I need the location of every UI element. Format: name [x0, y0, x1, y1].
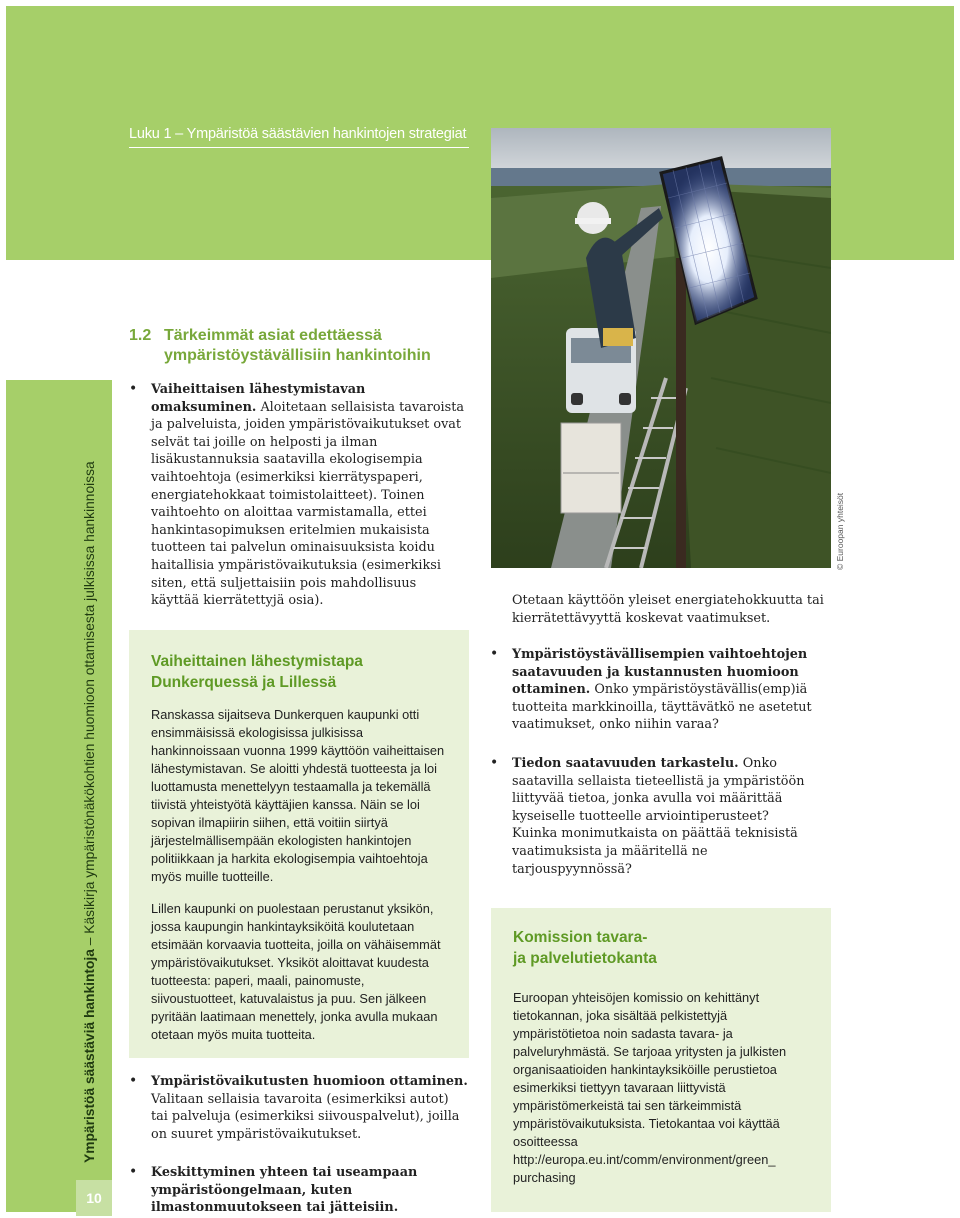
bullet-lead: Tiedon saatavuuden tarkastelu. — [512, 756, 739, 771]
database-title — [513, 927, 813, 969]
bullet-item — [151, 1164, 441, 1217]
solar-panel-photo — [491, 128, 831, 568]
section-number: 1.2 — [129, 327, 152, 344]
photo-credit: © Euroopan yhteisöt — [835, 492, 845, 570]
page-number: 10 — [76, 1180, 112, 1216]
bullet-lead: Vaiheittaisen lähestymistavan omaksuminen. — [151, 382, 366, 415]
case-study-title-line1: Vaiheittainen lähestymistapa — [151, 653, 363, 670]
sidebar-title-bold: Ympäristöä säästäviä hankintoja — [82, 949, 97, 1163]
bullet-item — [151, 381, 467, 610]
database-body: Euroopan yhteisöjen komissio on kehittänyt tietokannan, joka sisältää pelkistettyjä ympäristötietoa noin sadasta tavara- ja palveluryhmästä. Se tarjoaa yritysten ja julkisten organisaatioiden hankintayksiköille perustietoa esimerkiksi tiettyyn tavaraan liittyvistä ympäristömerkeistä tai sen tärkeimmistä ympäristövaikutuksista. Tietokantaa voi käyttää osoitteessa http://europa.eu.int/comm/environment/green_ purchasing — [513, 990, 787, 1185]
bullet-lead: Ympäristöystävällisempien vaihtoehtojen saatavuuden ja kustannusten huomioon ottaminen. — [512, 647, 808, 698]
bullet-lead: Ympäristövaikutusten huomioon ottaminen. — [151, 1074, 468, 1089]
bullet-text: Onko ympäristöystävällis(emp)iä tuotteita markkinoilla, täyttävätkö ne asetetut vaatimukset, onko niihin varaa? — [512, 682, 812, 733]
photo-caption: Otetaan käyttöön yleiset energiatehokkuutta tai kierrätettävyyttä koskevat vaatimukset. — [512, 593, 824, 626]
bullet-item — [151, 1073, 469, 1143]
case-study-paragraph-1: Ranskassa sijaitseva Dunkerquen kaupunki otti ensimmäisissä ekologisissa julkisissa hankinnoissaan vuonna 1999 käyttöön vaiheittaisen lähestymistavan. Se aloitti yhdestä tuotteesta ja loi luottamusta menettelyyn testaamalla ja tekemällä tiivistä yhteistyötä käyttäjien kanssa. Näin se loi sopivan ilmapiirin siihen, että voitiin siirtyä järjestelmällisempään ekologisten hankintojen politiikkaan ja harkita ekologisempia vaihtoehtoja myös muille tuotteille. — [151, 707, 445, 884]
bullet-item — [512, 755, 818, 878]
database-title-line2: ja palvelutietokanta — [513, 950, 657, 967]
section-title: Tärkeimmät asiat edettäessä ympäristöystävällisiin hankintoihin — [164, 327, 431, 364]
case-study-body — [151, 706, 449, 1058]
bullet-text: Aloitetaan sellaisista tavaroista ja palveluista, joiden ympäristövaikutukset ovat selvät tai joille on helposti ja ilman lisäkustannuksia saatavilla ekologisempia vaihtoehtoja (esimerkiksi kierrätyspaperi, energiatehokkaat toimistolaitteet). Toinen vaihtoehto on aloittaa varmistamalla, ettei hankintasopimuksen eritelmien mukaisista tuotteen tai palvelun ominaisuuksista koidu haitallisia ympäristövaikutuksia (esimerkiksi siten, että suljettaisiin pois mahdollisuus käyttää kierrätettyjä osia). — [151, 399, 464, 609]
database-title-line1: Komission tavara- — [513, 929, 648, 946]
database-box — [491, 908, 831, 1212]
sidebar-title — [82, 461, 97, 1163]
case-study-title-line2: Dunkerquessä ja Lillessä — [151, 674, 337, 691]
case-study-box — [129, 630, 469, 1058]
bullet-item — [512, 646, 812, 734]
chapter-title: Luku 1 – Ympäristöä säästävien hankintojen strategiat — [129, 126, 469, 148]
bullet-text: Valitaan sellaisia tavaroita (esimerkiksi autot) tai palveluja (esimerkiksi siivouspalvelut), joilla on suuret ympäristövaikutukset. — [151, 1091, 460, 1142]
sidebar-title-rest: – Käsikirja ympäristönäkökohtien huomioon ottamisesta julkisissa hankinnoissa — [82, 461, 97, 950]
bullet-lead: Keskittyminen yhteen tai useampaan ympäristöongelmaan, kuten ilmastonmuutokseen tai jätteisiin. — [151, 1165, 418, 1216]
case-study-paragraph-2: Lillen kaupunki on puolestaan perustanut yksikön, jossa kaupungin hankintayksiköitä koulutetaan etsimään korvaavia tuotteita, joilla on vähäisemmät ympäristövaikutukset. Yksiköt aloittavat kuudesta tuotteesta: paperi, maali, painomuste, siivoustuotteet, katuvalaistus ja puu. Sen jälkeen pyritään laatimaan menettely, jonka avulla mukaan otetaan myös muita tuotteita. — [151, 901, 441, 1042]
bullet-text: Onko saatavilla sellaista tieteellistä ja ympäristöön liittyvää tietoa, jonka avulla voi määrittää kyseiselle tuotteelle arviointiperusteet? Kuinka monimutkaista on päättää teknisistä vaatimuksista ja määritellä ne tarjouspyynnössä? — [512, 756, 805, 877]
case-study-title — [151, 651, 451, 693]
